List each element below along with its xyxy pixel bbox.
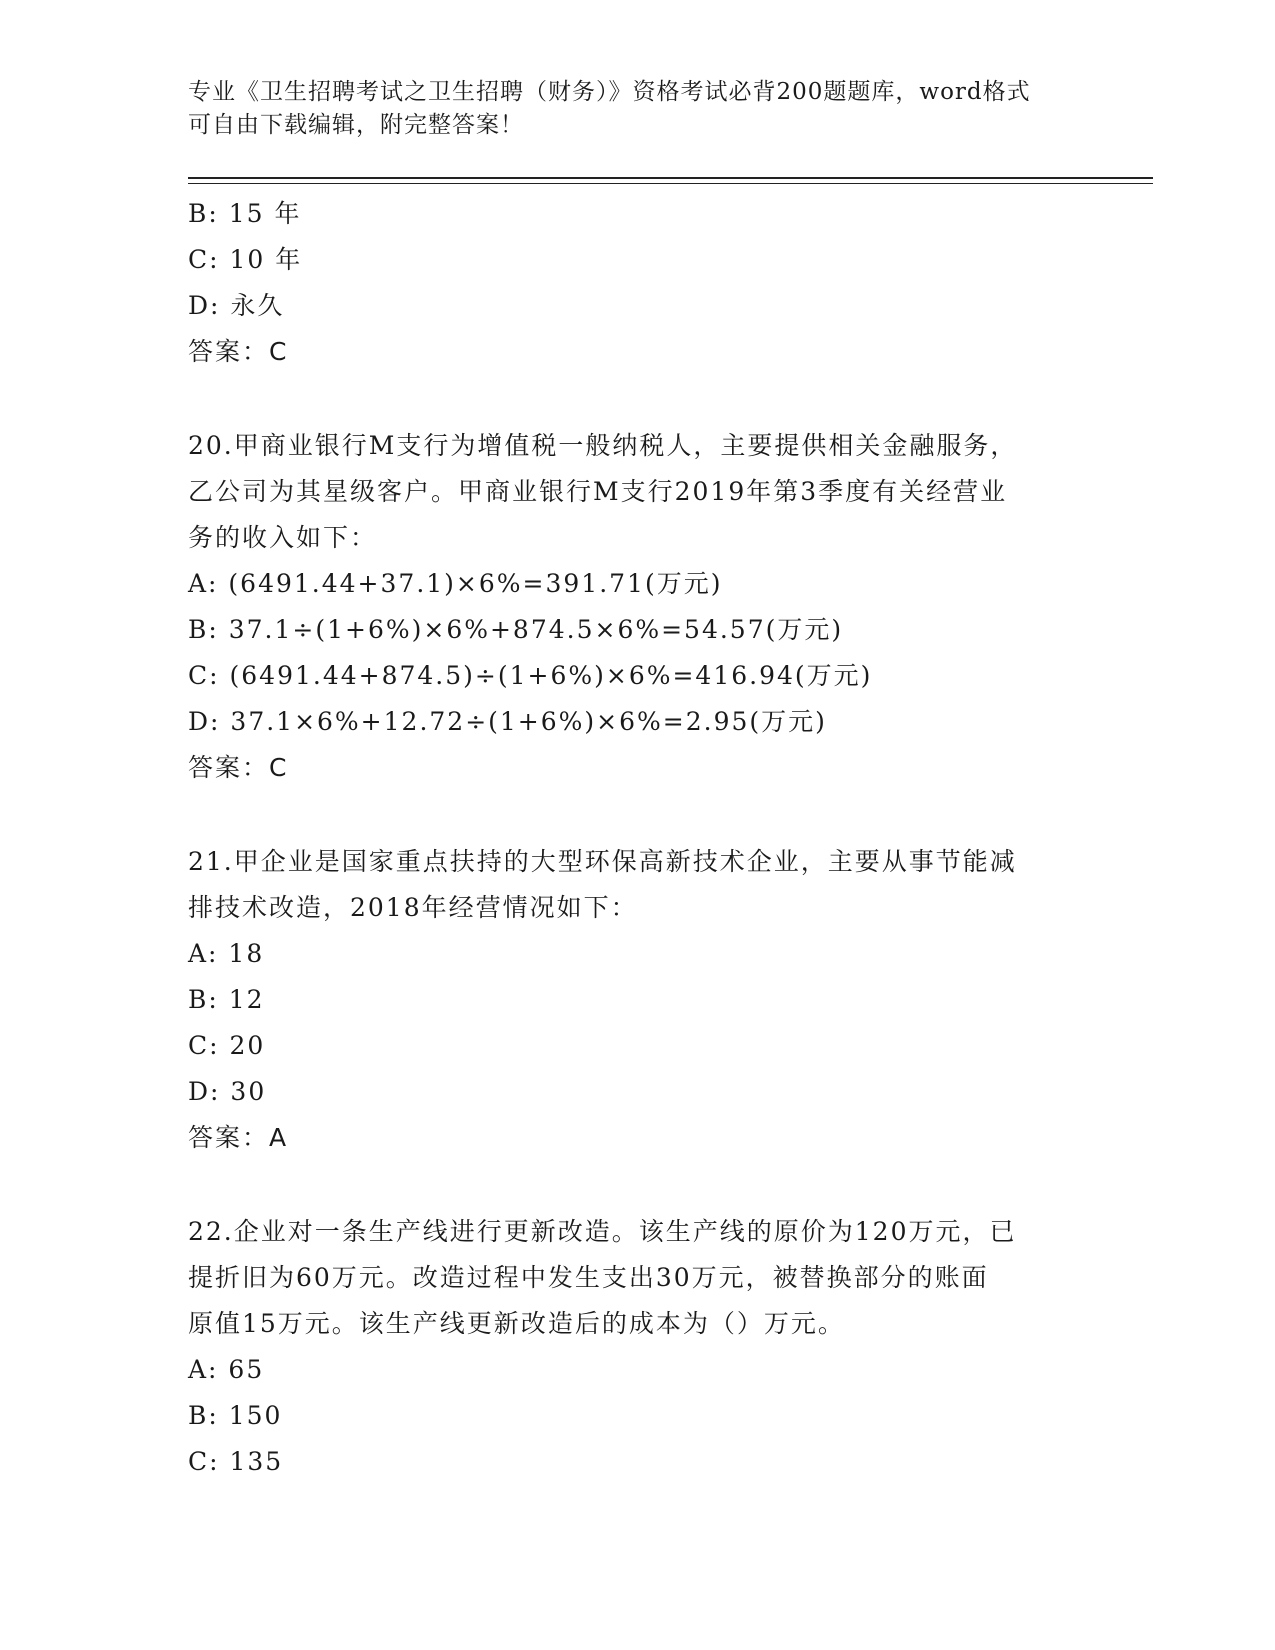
option-b: B: 150 <box>188 1401 283 1430</box>
question-stem: 21.甲企业是国家重点扶持的大型环保高新技术企业，主要从事节能减 排技术改造，2018年经营情况如下： <box>188 847 1017 922</box>
option-b: B: 37.1÷(1+6%)×6%+874.5×6%=54.57(万元) <box>188 615 844 644</box>
option-d: D: 37.1×6%+12.72÷(1+6%)×6%=2.95(万元) <box>188 707 827 736</box>
answer-line: 答案：C <box>188 337 289 366</box>
option-c: C: 135 <box>188 1447 284 1476</box>
option-a: A: (6491.44+37.1)×6%=391.71(万元) <box>188 569 723 598</box>
option-d: D: 永久 <box>188 291 285 320</box>
option-b: B: 12 <box>188 985 265 1014</box>
option-c: C: 10 年 <box>188 245 303 274</box>
option-c: C: (6491.44+874.5)÷(1+6%)×6%=416.94(万元) <box>188 661 873 690</box>
question-stem: 22.企业对一条生产线进行更新改造。该生产线的原价为120万元，已 提折旧为60万元。改造过程中发生支出30万元，被替换部分的账面 原值15万元。该生产线更新改造后的成本为（）万元。 <box>188 1217 1017 1338</box>
question-21 <box>188 839 1088 1161</box>
spacer <box>188 1161 1088 1209</box>
question-20 <box>188 423 1088 791</box>
spacer <box>188 791 1088 839</box>
option-c: C: 20 <box>188 1031 266 1060</box>
question-19 <box>188 191 1088 375</box>
document-header: 专业《卫生招聘考试之卫生招聘（财务）》资格考试必背200题题库，word格式 可自由下载编辑，附完整答案！ <box>188 79 1031 138</box>
question-stem: 20.甲商业银行M支行为增值税一般纳税人，主要提供相关金融服务， 乙公司为其星级客户。甲商业银行M支行2019年第3季度有关经营业 务的收入如下： <box>188 431 1018 552</box>
question-list <box>188 191 1088 1485</box>
option-b: B: 15 年 <box>188 199 302 228</box>
option-a: A: 18 <box>188 939 265 968</box>
option-a: A: 65 <box>188 1355 265 1384</box>
question-22 <box>188 1209 1088 1485</box>
answer-line: 答案：C <box>188 753 289 782</box>
header-rule-thick <box>188 177 1153 179</box>
spacer <box>188 375 1088 423</box>
answer-line: 答案：A <box>188 1123 289 1152</box>
header-rule-thin <box>188 183 1153 184</box>
option-d: D: 30 <box>188 1077 267 1106</box>
